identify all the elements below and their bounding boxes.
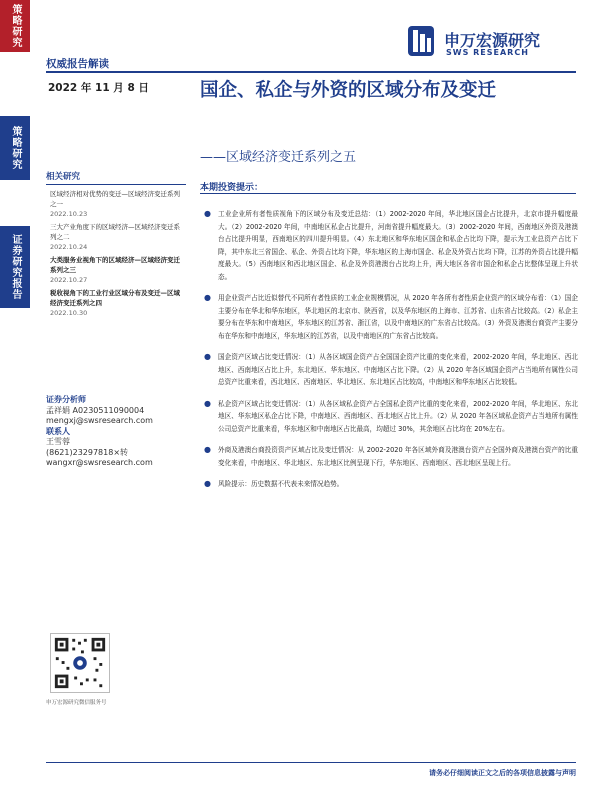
contact-label: 联系人 — [46, 426, 70, 436]
bullet-text: 用企业资产占比近似替代不同所有者性质的工业企业规模情况，从 2020 年各所有者性质企业资产的区域分布看：（1）国企主要分布在华北和华东地区，华北地区的北京市、陕西省，以及华东地区的上海市、江苏省、山东省占比较高。（2）私企主要分布在华东和中南地区，华东地区的江苏省、浙江省，以及中南地区的广东省占比较高。（3）外资及港澳台商资产主要分布在华东和中南地区，华东地区的江苏省，以及中南地区的广东省占比较高。 — [218, 294, 578, 340]
analyst-section — [46, 395, 186, 469]
bullet-text: 工业企业所有者性质视角下的区域分布及变迁总结：（1）2002-2020 年间，华北地区国企占比提升，北京市提升幅度最大。（2）2002-2020 年间，中南地区私企占比提升，河南省提升幅度最大。（3）2002-2020 年间，西南地区外资及港澳台占比提升明显，西南地区的四川提升明显。（4）东北地区和华东地区国企和私企占比均下降，提示为工业总资产占比下降，其中东北三省国企、私企、外资占比均下降，华东地区的上海市国企、私企及外资占比均下降，江苏的外资占比提升幅度最大。（5）西南地区和西北地区国企、私企及外资港澳台占比均上升，两大地区各省市国企和私企占比整体呈现上升状态。 — [218, 210, 578, 281]
side-tab-strategy-research — [0, 116, 30, 180]
report-type-label: 权威报告解读 — [46, 58, 109, 70]
related-research-divider — [46, 184, 186, 185]
related-item-date: 2022.10.24 — [50, 243, 88, 251]
bullet-dot-icon: ● — [204, 479, 211, 488]
highlight-bullet — [204, 398, 578, 436]
bullet-text: 私企资产区域占比变迁情况：（1）从各区域私企资产占全国私企资产比重的变化来看，2002-2020 年间，华北地区、东北地区、华东地区私企占比下降，中南地区、西南地区、西北地区占比上升。（2）从 2020 年各区域私企资产占当地所有属性公司总资产比重来看，华东地区和中南地区占比最高，均超过 30%，其余地区占比均在 20%左右。 — [218, 399, 578, 433]
analyst-email[interactable]: mengxj@swsresearch.com — [46, 416, 153, 425]
bullet-dot-icon: ● — [204, 398, 211, 408]
company-logo — [404, 24, 584, 64]
bullet-dot-icon: ● — [204, 352, 211, 361]
footer-divider — [46, 762, 576, 763]
related-item[interactable] — [50, 255, 186, 285]
analyst-label: 证券分析师 — [46, 395, 86, 404]
highlight-bullet — [204, 478, 578, 491]
related-item-date: 2022.10.23 — [50, 210, 88, 218]
header-divider — [46, 71, 576, 73]
related-item-title[interactable]: 区域经济相对优势的变迁—区域经济变迁系列之一 — [50, 190, 180, 208]
related-research-heading: 相关研究 — [46, 172, 81, 182]
related-item-title[interactable]: 税收视角下的工业行业区域分布及变迁—区域经济变迁系列之四 — [50, 289, 180, 307]
contact-email[interactable]: wangxr@swsresearch.com — [46, 458, 153, 467]
analyst-name-id: 孟祥娟 A0230511090004 — [46, 405, 145, 415]
logo-mark-icon — [404, 24, 438, 58]
report-date: 2022 年 11 月 8 日 — [48, 82, 149, 94]
related-item[interactable] — [50, 222, 186, 252]
logo-english-name: SWS RESEARCH — [446, 48, 529, 57]
side-tab-label: 策略研究 — [10, 126, 21, 170]
side-tab-securities-report — [0, 226, 30, 308]
qr-caption: 申万宏源研究微信服务号 — [46, 700, 107, 706]
side-tab-strategy — [0, 0, 30, 52]
bullet-dot-icon: ● — [204, 445, 211, 454]
bullet-text: 外商及港澳台商投资资产区域占比及变迁情况：从 2002-2020 年各区域外商及港澳台资产占全国外商及港澳台资产的比重变化来看，中南地区、华北地区、东北地区比例呈现下行，华东地区、西南地区、西北地区呈现上行。 — [218, 446, 578, 467]
highlight-bullet — [204, 292, 578, 342]
related-item-title[interactable]: 大类服务业视角下的区域经济—区域经济变迁系列之三 — [50, 256, 180, 274]
report-subtitle: ——区域经济变迁系列之五 — [200, 150, 357, 165]
related-item-date: 2022.10.27 — [50, 276, 88, 284]
related-item[interactable] — [50, 189, 186, 219]
highlights-divider — [200, 193, 576, 194]
logo-chinese-name: 申万宏源研究 — [444, 31, 541, 50]
related-item[interactable] — [50, 288, 186, 318]
bullet-text: 国企资产区域占比变迁情况：（1）从各区域国企资产占全国国企资产比重的变化来看，2002-2020 年间，华北地区、西北地区、西南地区占比上升，东北地区、华东地区、中南地区占比下降。（2）从 2020 年各区域国企资产占当地所有属性公司总资产比重来看，西北地区、西南地区、华北地区、东北地区占比较高，中南地区和华东地区占比较低。 — [218, 353, 578, 386]
highlight-bullet — [204, 444, 578, 469]
qr-code-icon — [50, 633, 110, 693]
related-item-date: 2022.10.30 — [50, 309, 88, 317]
contact-name: 王雪蓉 — [46, 437, 70, 446]
highlights-heading: 本期投资提示： — [200, 183, 264, 193]
related-item-title[interactable]: 三大产业角度下的区域经济—区域经济变迁系列之二 — [50, 223, 180, 241]
highlight-bullet — [204, 208, 578, 283]
side-tab-label: 证券研究报告 — [10, 234, 21, 300]
disclaimer-footer: 请务必仔细阅读正文之后的各项信息披露与声明 — [429, 769, 576, 777]
bullet-text: 风险提示：历史数据不代表未来情况趋势。 — [218, 480, 344, 488]
highlight-bullet — [204, 351, 578, 389]
bullet-dot-icon: ● — [204, 293, 211, 302]
related-research-section — [46, 170, 186, 321]
contact-phone: (8621)23297818×转 — [46, 447, 129, 457]
side-tab-label: 策略研究 — [10, 4, 21, 48]
report-title: 国企、私企与外资的区域分布及变迁 — [200, 80, 497, 101]
bullet-dot-icon: ● — [204, 209, 211, 218]
highlights-list — [204, 208, 578, 573]
